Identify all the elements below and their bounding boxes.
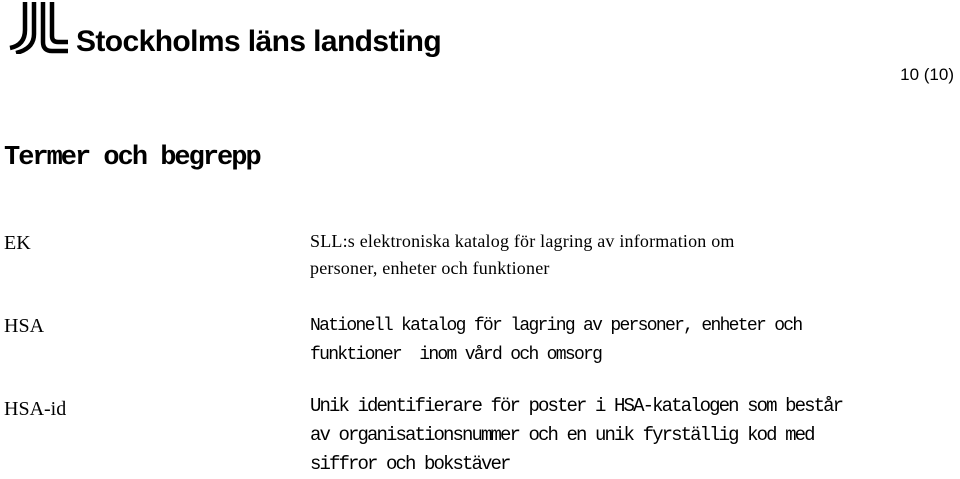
term-hsa: HSA: [4, 315, 45, 337]
definition-line: personer, enheter och funktioner: [310, 258, 550, 278]
definition-line: Unik identifierare för poster i HSA-katalogen som består: [310, 395, 843, 417]
term-ek: EK: [4, 232, 31, 254]
definition-line: av organisationsnummer och en unik fyrställig kod med: [310, 424, 814, 446]
section-heading: Termer och begrepp: [4, 143, 260, 173]
definition-line: funktioner inom vård och omsorg: [310, 345, 602, 365]
definition-line: SLL:s elektroniska katalog för lagring av information om: [310, 231, 735, 251]
definition-line: Nationell katalog för lagring av personer, enheter och: [310, 316, 802, 336]
sll-logo: [4, 2, 464, 64]
definition-ek: [310, 228, 950, 282]
definition-hsa-id: [310, 392, 950, 479]
definition-line: siffror och bokstäver: [310, 453, 510, 475]
logo-wordmark: Stockholms läns landsting: [76, 25, 442, 58]
definition-hsa: [310, 312, 950, 370]
sll-wave-mark-icon: [4, 2, 70, 54]
term-hsa-id: HSA-id: [4, 398, 67, 420]
page-number: 10 (10): [900, 65, 954, 84]
